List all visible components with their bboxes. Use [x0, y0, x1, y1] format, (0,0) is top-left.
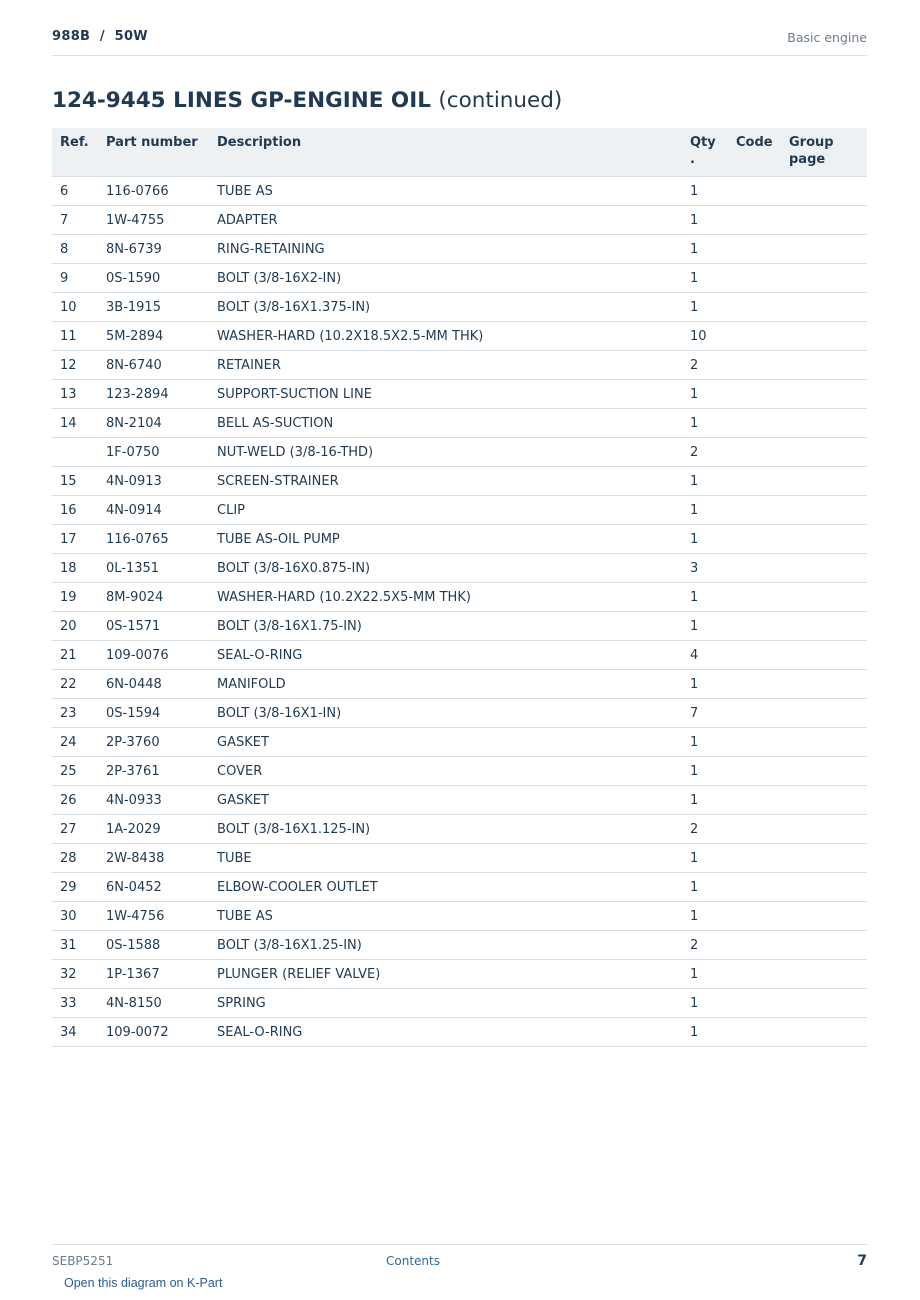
- table-row: [52, 409, 867, 438]
- ref-cell: 24: [52, 728, 98, 757]
- description-cell: SCREEN-STRAINER: [209, 467, 682, 496]
- qty-cell: 1: [682, 612, 728, 641]
- table-row: [52, 264, 867, 293]
- table-row: [52, 525, 867, 554]
- part-number-cell: 4N-8150: [98, 989, 209, 1018]
- group-page-cell: [781, 380, 867, 409]
- description-cell: BOLT (3/8-16X0.875-IN): [209, 554, 682, 583]
- part-number-cell: 1W-4756: [98, 902, 209, 931]
- part-number-cell: 4N-0913: [98, 467, 209, 496]
- ref-cell: 28: [52, 844, 98, 873]
- code-cell: [728, 670, 781, 699]
- ref-cell: 22: [52, 670, 98, 699]
- code-cell: [728, 496, 781, 525]
- group-page-cell: [781, 989, 867, 1018]
- part-number-cell: 6N-0448: [98, 670, 209, 699]
- part-number-cell: 2P-3760: [98, 728, 209, 757]
- qty-cell: 1: [682, 786, 728, 815]
- ref-cell: 27: [52, 815, 98, 844]
- qty-cell: 7: [682, 699, 728, 728]
- qty-cell: 1: [682, 380, 728, 409]
- code-cell: [728, 728, 781, 757]
- code-cell: [728, 699, 781, 728]
- group-page-cell: [781, 351, 867, 380]
- qty-cell: 1: [682, 989, 728, 1018]
- col-header-qty: Qty .: [682, 128, 728, 177]
- description-cell: RING-RETAINING: [209, 235, 682, 264]
- code-cell: [728, 960, 781, 989]
- description-cell: WASHER-HARD (10.2X22.5X5-MM THK): [209, 583, 682, 612]
- table-row: [52, 1018, 867, 1047]
- qty-cell: 1: [682, 409, 728, 438]
- description-cell: MANIFOLD: [209, 670, 682, 699]
- ref-cell: 23: [52, 699, 98, 728]
- qty-cell: 1: [682, 264, 728, 293]
- description-cell: SUPPORT-SUCTION LINE: [209, 380, 682, 409]
- col-header-ref: Ref.: [52, 128, 98, 177]
- part-number-cell: 1P-1367: [98, 960, 209, 989]
- table-row: [52, 293, 867, 322]
- document-id: SEBP5251: [52, 1254, 114, 1268]
- qty-cell: 1: [682, 525, 728, 554]
- ref-cell: 14: [52, 409, 98, 438]
- code-cell: [728, 206, 781, 235]
- group-page-cell: [781, 815, 867, 844]
- ref-cell: 17: [52, 525, 98, 554]
- code-cell: [728, 177, 781, 206]
- code-cell: [728, 902, 781, 931]
- group-page-cell: [781, 844, 867, 873]
- table-row: [52, 902, 867, 931]
- qty-cell: 10: [682, 322, 728, 351]
- page-footer: [52, 1244, 867, 1275]
- qty-cell: 4: [682, 641, 728, 670]
- table-row: [52, 380, 867, 409]
- group-page-cell: [781, 177, 867, 206]
- table-row: [52, 467, 867, 496]
- table-row: [52, 322, 867, 351]
- table-row: [52, 177, 867, 206]
- group-page-cell: [781, 902, 867, 931]
- part-number-cell: 8M-9024: [98, 583, 209, 612]
- table-row: [52, 757, 867, 786]
- qty-cell: 3: [682, 554, 728, 583]
- description-cell: ADAPTER: [209, 206, 682, 235]
- code-cell: [728, 844, 781, 873]
- ref-cell: 9: [52, 264, 98, 293]
- part-number-cell: 0S-1590: [98, 264, 209, 293]
- col-header-code: Code: [728, 128, 781, 177]
- ref-cell: 12: [52, 351, 98, 380]
- ref-cell: 20: [52, 612, 98, 641]
- group-page-cell: [781, 873, 867, 902]
- part-number-cell: 2W-8438: [98, 844, 209, 873]
- qty-cell: 1: [682, 467, 728, 496]
- table-row: [52, 235, 867, 264]
- group-page-cell: [781, 960, 867, 989]
- code-cell: [728, 264, 781, 293]
- part-number-cell: 1F-0750: [98, 438, 209, 467]
- table-row: [52, 873, 867, 902]
- table-row: [52, 612, 867, 641]
- table-row: [52, 960, 867, 989]
- ref-cell: 19: [52, 583, 98, 612]
- qty-cell: 1: [682, 206, 728, 235]
- group-page-cell: [781, 1018, 867, 1047]
- ref-cell: 26: [52, 786, 98, 815]
- part-number-cell: 116-0765: [98, 525, 209, 554]
- group-page-cell: [781, 612, 867, 641]
- description-cell: BOLT (3/8-16X1.375-IN): [209, 293, 682, 322]
- col-header-description: Description: [209, 128, 682, 177]
- description-cell: BELL AS-SUCTION: [209, 409, 682, 438]
- page-header: [52, 29, 867, 56]
- code-cell: [728, 554, 781, 583]
- description-cell: TUBE AS-OIL PUMP: [209, 525, 682, 554]
- table-row: [52, 641, 867, 670]
- group-page-cell: [781, 641, 867, 670]
- description-cell: BOLT (3/8-16X1.25-IN): [209, 931, 682, 960]
- table-row: [52, 583, 867, 612]
- description-cell: BOLT (3/8-16X1.125-IN): [209, 815, 682, 844]
- description-cell: GASKET: [209, 786, 682, 815]
- page-number: 7: [857, 1253, 867, 1269]
- part-number-cell: 123-2894: [98, 380, 209, 409]
- col-header-part-number: Part number: [98, 128, 209, 177]
- table-row: [52, 844, 867, 873]
- contents-link[interactable]: Contents: [386, 1254, 440, 1268]
- part-number-cell: 0S-1594: [98, 699, 209, 728]
- ref-cell: 34: [52, 1018, 98, 1047]
- group-page-cell: [781, 264, 867, 293]
- part-number-cell: 8N-2104: [98, 409, 209, 438]
- description-cell: RETAINER: [209, 351, 682, 380]
- qty-cell: 1: [682, 873, 728, 902]
- description-cell: COVER: [209, 757, 682, 786]
- description-cell: SEAL-O-RING: [209, 1018, 682, 1047]
- code-cell: [728, 989, 781, 1018]
- description-cell: BOLT (3/8-16X2-IN): [209, 264, 682, 293]
- part-number-cell: 5M-2894: [98, 322, 209, 351]
- qty-cell: 1: [682, 902, 728, 931]
- description-cell: SPRING: [209, 989, 682, 1018]
- table-row: [52, 728, 867, 757]
- parts-table: [52, 128, 867, 1047]
- ref-cell: 21: [52, 641, 98, 670]
- ref-cell: 13: [52, 380, 98, 409]
- ref-cell: 11: [52, 322, 98, 351]
- qty-cell: 1: [682, 1018, 728, 1047]
- description-cell: TUBE: [209, 844, 682, 873]
- code-cell: [728, 786, 781, 815]
- continued-label: (continued): [438, 88, 563, 113]
- description-cell: GASKET: [209, 728, 682, 757]
- table-row: [52, 670, 867, 699]
- table-row: [52, 989, 867, 1018]
- description-cell: SEAL-O-RING: [209, 641, 682, 670]
- qty-cell: 2: [682, 815, 728, 844]
- group-page-cell: [781, 235, 867, 264]
- ref-cell: 18: [52, 554, 98, 583]
- code-cell: [728, 467, 781, 496]
- group-page-cell: [781, 554, 867, 583]
- section-label: Basic engine: [787, 30, 867, 45]
- table-header-row: [52, 128, 867, 177]
- part-number-cell: 6N-0452: [98, 873, 209, 902]
- ref-cell: 6: [52, 177, 98, 206]
- group-page-cell: [781, 670, 867, 699]
- code-cell: [728, 351, 781, 380]
- part-number-cell: 1A-2029: [98, 815, 209, 844]
- table-row: [52, 699, 867, 728]
- ref-cell: 25: [52, 757, 98, 786]
- qty-cell: 1: [682, 757, 728, 786]
- group-page-cell: [781, 757, 867, 786]
- part-number-cell: 4N-0933: [98, 786, 209, 815]
- qty-cell: 1: [682, 583, 728, 612]
- col-header-group-page: Group page: [781, 128, 867, 177]
- table-row: [52, 351, 867, 380]
- description-cell: PLUNGER (RELIEF VALVE): [209, 960, 682, 989]
- code-cell: [728, 438, 781, 467]
- code-cell: [728, 641, 781, 670]
- qty-cell: 1: [682, 235, 728, 264]
- part-number-cell: 8N-6739: [98, 235, 209, 264]
- group-page-cell: [781, 322, 867, 351]
- code-cell: [728, 322, 781, 351]
- qty-cell: 1: [682, 844, 728, 873]
- group-page-cell: [781, 496, 867, 525]
- description-cell: WASHER-HARD (10.2X18.5X2.5-MM THK): [209, 322, 682, 351]
- part-number-cell: 3B-1915: [98, 293, 209, 322]
- ref-cell: 29: [52, 873, 98, 902]
- group-title: 124-9445 LINES GP-ENGINE OIL: [52, 88, 431, 113]
- qty-cell: 1: [682, 496, 728, 525]
- part-number-cell: 116-0766: [98, 177, 209, 206]
- code-cell: [728, 815, 781, 844]
- description-cell: CLIP: [209, 496, 682, 525]
- qty-cell: 1: [682, 670, 728, 699]
- ref-cell: 33: [52, 989, 98, 1018]
- part-number-cell: 0L-1351: [98, 554, 209, 583]
- code-cell: [728, 931, 781, 960]
- ref-cell: 31: [52, 931, 98, 960]
- ref-cell: 10: [52, 293, 98, 322]
- group-page-cell: [781, 931, 867, 960]
- table-row: [52, 786, 867, 815]
- parts-table-body: [52, 177, 867, 1047]
- description-cell: TUBE AS: [209, 177, 682, 206]
- code-cell: [728, 1018, 781, 1047]
- group-page-cell: [781, 699, 867, 728]
- group-page-cell: [781, 525, 867, 554]
- part-number-cell: 1W-4755: [98, 206, 209, 235]
- code-cell: [728, 380, 781, 409]
- table-row: [52, 815, 867, 844]
- group-page-cell: [781, 409, 867, 438]
- code-cell: [728, 235, 781, 264]
- ref-cell: 15: [52, 467, 98, 496]
- ref-cell: 32: [52, 960, 98, 989]
- qty-cell: 1: [682, 293, 728, 322]
- code-cell: [728, 757, 781, 786]
- ref-cell: 16: [52, 496, 98, 525]
- code-cell: [728, 525, 781, 554]
- table-row: [52, 438, 867, 467]
- part-number-cell: 4N-0914: [98, 496, 209, 525]
- description-cell: BOLT (3/8-16X1.75-IN): [209, 612, 682, 641]
- table-row: [52, 206, 867, 235]
- open-diagram-kpart-link[interactable]: Open this diagram on K-Part: [64, 1276, 223, 1290]
- part-number-cell: 0S-1571: [98, 612, 209, 641]
- table-row: [52, 931, 867, 960]
- page-title: [52, 88, 562, 113]
- description-cell: BOLT (3/8-16X1-IN): [209, 699, 682, 728]
- part-number-cell: 109-0072: [98, 1018, 209, 1047]
- qty-cell: 2: [682, 931, 728, 960]
- part-number-cell: 2P-3761: [98, 757, 209, 786]
- part-number-cell: 8N-6740: [98, 351, 209, 380]
- ref-cell: 30: [52, 902, 98, 931]
- qty-cell: 2: [682, 351, 728, 380]
- group-page-cell: [781, 293, 867, 322]
- description-cell: TUBE AS: [209, 902, 682, 931]
- qty-cell: 1: [682, 728, 728, 757]
- description-cell: NUT-WELD (3/8-16-THD): [209, 438, 682, 467]
- group-page-cell: [781, 438, 867, 467]
- code-cell: [728, 583, 781, 612]
- group-page-cell: [781, 467, 867, 496]
- description-cell: ELBOW-COOLER OUTLET: [209, 873, 682, 902]
- qty-cell: 2: [682, 438, 728, 467]
- model-label: 988B / 50W: [52, 29, 148, 44]
- qty-cell: 1: [682, 177, 728, 206]
- ref-cell: 8: [52, 235, 98, 264]
- group-page-cell: [781, 206, 867, 235]
- part-number-cell: 109-0076: [98, 641, 209, 670]
- ref-cell: 7: [52, 206, 98, 235]
- code-cell: [728, 612, 781, 641]
- ref-cell: [52, 438, 98, 467]
- part-number-cell: 0S-1588: [98, 931, 209, 960]
- group-page-cell: [781, 583, 867, 612]
- qty-cell: 1: [682, 960, 728, 989]
- table-row: [52, 554, 867, 583]
- code-cell: [728, 409, 781, 438]
- code-cell: [728, 293, 781, 322]
- code-cell: [728, 873, 781, 902]
- group-page-cell: [781, 728, 867, 757]
- group-page-cell: [781, 786, 867, 815]
- table-row: [52, 496, 867, 525]
